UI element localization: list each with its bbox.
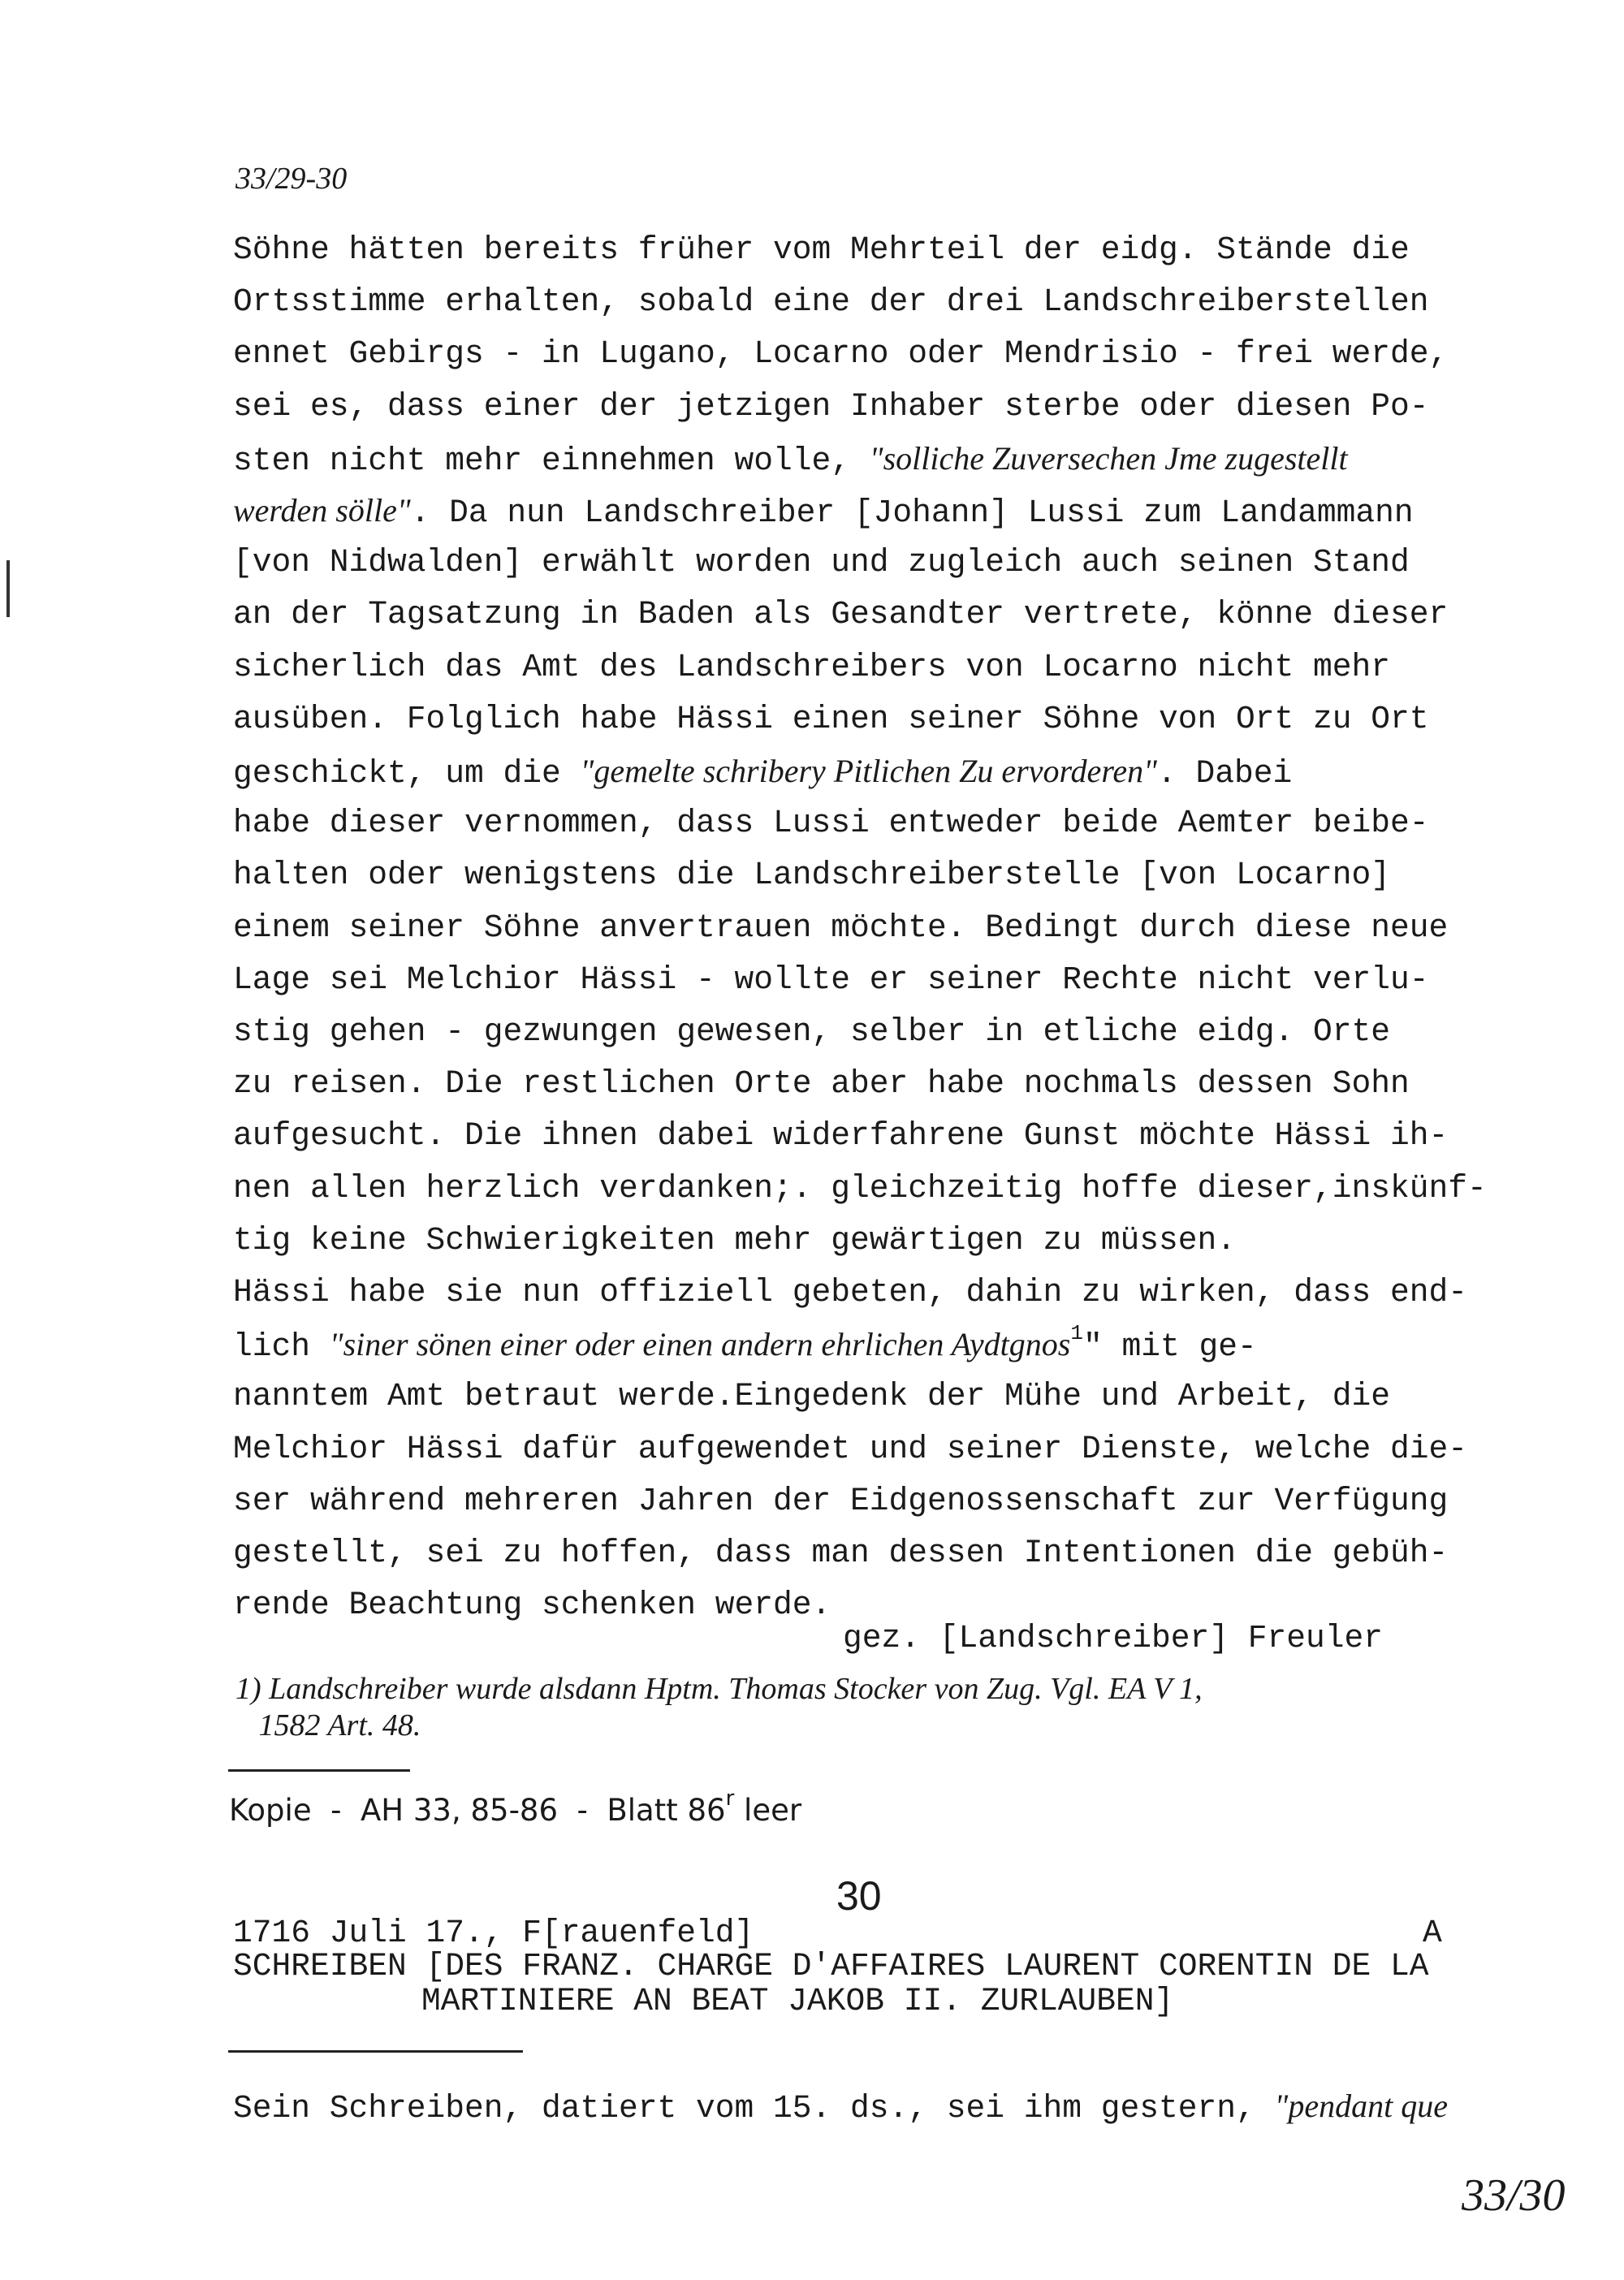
text-line	[233, 954, 1429, 1006]
source-text: Kopie - AH 33, 85-86 - Blatt 86	[229, 1793, 726, 1828]
text-line	[233, 1267, 1467, 1319]
text-segment: geschickt, um die	[233, 755, 581, 792]
source-sup: r	[725, 1786, 735, 1811]
text-line	[233, 433, 1348, 485]
date-place: 1716 Juli 17., F[rauenfeld]	[233, 1915, 754, 1951]
text-segment: Hässi habe sie nun offiziell gebeten, dahin zu wirken, dass end-	[233, 1274, 1468, 1311]
text-segment: lich	[233, 1328, 330, 1366]
text-line	[233, 1163, 1487, 1215]
text-segment: Sein Schreiben, datiert vom 15. ds., sei ihm gestern,	[233, 2090, 1275, 2127]
text-segment: nanntem Amt betraut werde.Eingedenk der Mühe und Arbeit, die	[233, 1378, 1391, 1415]
quoted-source-text: "solliche Zuversechen Jme zugestellt	[869, 439, 1348, 477]
text-segment: [von Nidwalden] erwählt worden und zugleich auch seinen Stand	[233, 544, 1410, 581]
text-line	[233, 589, 1448, 641]
handwritten-page-number: 33/30	[1462, 2170, 1566, 2221]
divider	[228, 1769, 410, 1772]
text-segment: nen allen herzlich verdanken;. gleichzeitig hoffe dieser,inskünf-	[233, 1169, 1487, 1207]
text-segment: zu reisen. Die restlichen Orte aber habe nochmals dessen Sohn	[233, 1065, 1410, 1103]
text-segment: Ortsstimme erhalten, sobald eine der drei Landschreiberstellen	[233, 283, 1429, 321]
text-segment: gestellt, sei zu hoffen, dass man dessen Intentionen die gebüh-	[233, 1535, 1449, 1571]
text-line	[233, 1423, 1467, 1475]
text-line	[233, 1215, 1236, 1267]
quoted-source-text: werden sölle"	[233, 492, 411, 529]
quoted-source-text: "gemelte schribery Pitlichen Zu ervorderen"	[580, 753, 1157, 789]
text-line	[233, 745, 1292, 797]
text-segment: einem seiner Söhne anvertrauen möchte. Bedingt durch diese neue	[233, 909, 1449, 946]
text-line	[233, 328, 1448, 380]
source-after: leer	[734, 1793, 802, 1828]
footnote-line-2: 1582 Art. 48.	[235, 1708, 421, 1742]
text-line	[233, 641, 1390, 693]
text-line	[233, 1058, 1410, 1110]
doc-title-line-2: MARTINIERE AN BEAT JAKOB II. ZURLAUBEN]	[421, 1983, 1174, 2019]
doc-marker: A	[1423, 1915, 1442, 1951]
source-note	[229, 1786, 802, 1828]
text-line	[233, 537, 1410, 589]
footnote-line-1: 1) Landschreiber wurde alsdann Hptm. Thomas Stocker von Zug. Vgl. EA V 1,	[235, 1672, 1203, 1706]
quoted-source-text: "pendant que	[1274, 2088, 1448, 2124]
text-segment: sten nicht mehr einnehmen wolle,	[233, 442, 870, 479]
quoted-source-text: "siner sönen einer oder einen andern ehrlichen Aydtgnos	[329, 1326, 1071, 1363]
text-segment: an der Tagsatzung in Baden als Gesandter vertrete, könne dieser	[233, 596, 1449, 633]
text-segment: halten oder wenigstens die Landschreiberstelle [von Locarno]	[233, 857, 1391, 894]
text-segment: habe dieser vernommen, dass Lussi entweder beide Aemter beibe-	[233, 805, 1429, 842]
text-line	[233, 1579, 831, 1631]
text-line	[233, 224, 1410, 276]
next-doc-body-start	[233, 2080, 1448, 2132]
text-segment: Söhne hätten bereits früher vom Mehrteil der eidg. Stände die	[233, 231, 1410, 268]
text-line	[233, 276, 1429, 328]
text-segment: . Dabei	[1156, 755, 1293, 792]
text-line	[233, 1371, 1390, 1423]
divider	[228, 2050, 523, 2053]
text-line	[233, 381, 1429, 433]
text-segment: Lage sei Melchior Hässi - wollte er seiner Rechte nicht verlu-	[233, 961, 1429, 998]
signature: gez. [Landschreiber] Freuler	[843, 1620, 1384, 1656]
text-line	[233, 1527, 1448, 1579]
scan-margin-mark	[6, 560, 10, 617]
text-line	[233, 1475, 1448, 1527]
text-line	[233, 1319, 1257, 1371]
document-reference: 33/29-30	[235, 162, 348, 196]
text-segment: . Da nun Landschreiber [Johann] Lussi zum Landammann	[410, 494, 1414, 531]
document-number: 30	[836, 1873, 882, 1919]
text-segment: ennet Gebirgs - in Lugano, Locarno oder Mendrisio - frei werde,	[233, 335, 1449, 373]
text-line	[233, 693, 1429, 745]
doc-title-line-1: SCHREIBEN [DES FRANZ. CHARGE D'AFFAIRES LAURENT CORENTIN DE LA	[233, 1948, 1429, 1984]
text-line	[233, 797, 1429, 849]
text-line	[233, 1006, 1390, 1058]
text-line	[233, 485, 1414, 537]
text-segment: stig gehen - gezwungen gewesen, selber in etliche eidg. Orte	[233, 1013, 1391, 1050]
text-line	[233, 902, 1448, 954]
text-segment: tig keine Schwierigkeiten mehr gewärtigen zu müssen.	[233, 1221, 1237, 1259]
text-segment: sicherlich das Amt des Landschreibers von Locarno nicht mehr	[233, 648, 1391, 685]
text-segment: rende Beachtung schenken werde.	[233, 1587, 831, 1624]
text-segment: aufgesucht. Die ihnen dabei widerfahrene Gunst möchte Hässi ih-	[233, 1117, 1449, 1155]
text-line	[233, 849, 1390, 901]
text-line	[233, 1110, 1448, 1162]
footnote-marker: 1	[1070, 1321, 1083, 1345]
text-segment: ser während mehreren Jahren der Eidgenossenschaft zur Verfügung	[233, 1482, 1449, 1519]
text-segment: sei es, dass einer der jetzigen Inhaber sterbe oder diesen Po-	[233, 387, 1429, 425]
text-segment: " mit ge-	[1082, 1328, 1257, 1366]
text-segment: ausüben. Folglich habe Hässi einen seiner Söhne von Ort zu Ort	[233, 700, 1429, 737]
text-segment: Melchior Hässi dafür aufgewendet und seiner Dienste, welche die-	[233, 1430, 1468, 1467]
